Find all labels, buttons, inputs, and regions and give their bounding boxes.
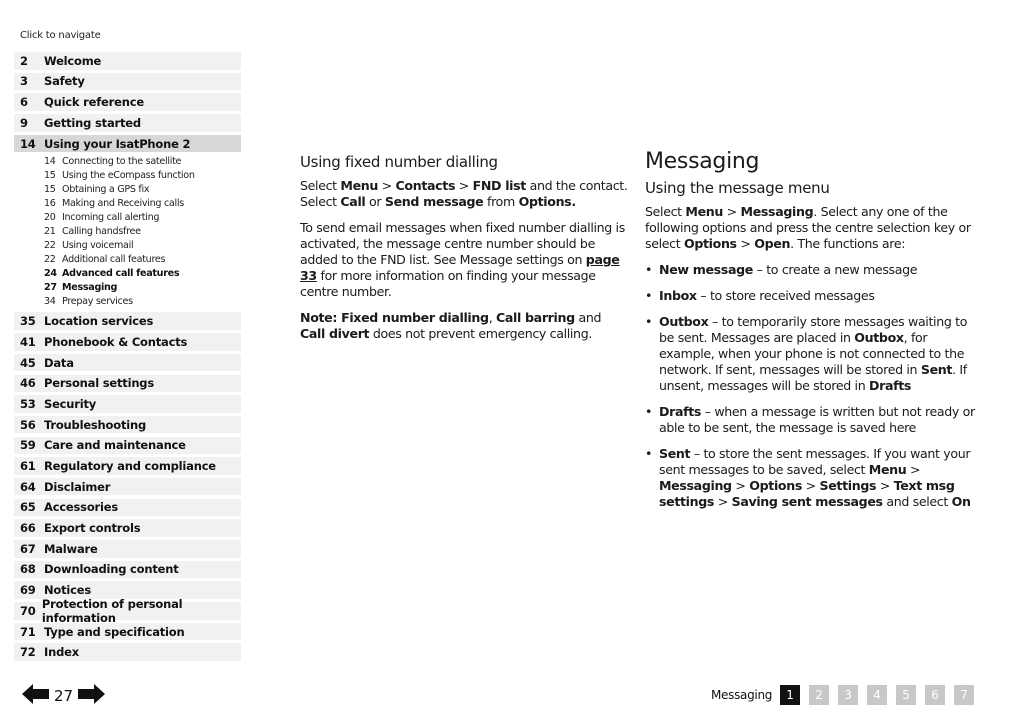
toc-item-data[interactable] (14, 354, 241, 372)
section-page-4[interactable]: 4 (867, 685, 887, 705)
fnd-select-paragraph: Select Menu > Contacts > FND list and the contact. Select Call or Send message from Options. (300, 178, 628, 209)
toc-label: Notices (44, 583, 92, 598)
toc-label: Regulatory and compliance (44, 459, 216, 473)
toc-item-using-isatphone[interactable] (14, 135, 241, 153)
toc-num: 69 (20, 583, 36, 598)
toc-label: Export controls (44, 521, 141, 536)
toc-sub-num: 34 (44, 296, 56, 308)
toc-label: Welcome (44, 53, 102, 68)
nav-hint: Click to navigate (20, 30, 101, 41)
arrow-right-icon[interactable] (77, 684, 105, 708)
fnd-section (300, 154, 635, 352)
toc-item-phonebook[interactable] (14, 333, 241, 351)
list-item-sent: • Sent – to store the sent messages. If you want your sent messages to be saved, select Menu > Messaging > Options > Settings > Text msg settings > Saving sent messages and select On (645, 446, 985, 510)
toc-sub-label: Calling handsfree (62, 226, 141, 238)
toc-sub-label: Prepay services (62, 296, 133, 308)
toc-sub-num: 15 (44, 184, 56, 196)
toc-label: Troubleshooting (44, 417, 147, 432)
footer-page-nav (22, 684, 105, 708)
toc-num: 6 (20, 95, 28, 110)
arrow-left-icon[interactable] (22, 684, 50, 708)
toc-item-personal-settings[interactable] (14, 375, 241, 393)
toc-label: Security (44, 396, 97, 411)
toc-num: 68 (20, 562, 36, 577)
toc-num: 71 (20, 624, 36, 639)
toc-sub-label: Advanced call features (62, 268, 180, 280)
toc-item-quick-reference[interactable] (14, 93, 241, 111)
section-page-7[interactable]: 7 (954, 685, 974, 705)
toc-item-accessories[interactable] (14, 499, 241, 517)
toc-sub-num: 14 (44, 156, 56, 168)
message-functions-list (645, 262, 985, 510)
toc-item-location[interactable] (14, 312, 241, 330)
toc-sub-label: Messaging (62, 282, 118, 294)
toc-label: Location services (44, 314, 154, 329)
toc-num: 56 (20, 417, 36, 432)
toc-sub-num: 22 (44, 254, 56, 266)
toc-sub-label: Using the eCompass function (62, 170, 195, 182)
toc-label: Care and maintenance (44, 438, 186, 453)
toc-item-disclaimer[interactable] (14, 478, 241, 496)
toc-label: Personal settings (44, 376, 154, 391)
toc-label: Index (44, 645, 79, 660)
table-of-contents (14, 52, 241, 664)
toc-sub-ecompass[interactable] (14, 169, 241, 183)
toc-item-export-controls[interactable] (14, 519, 241, 537)
toc-num: 41 (20, 334, 36, 349)
list-item-outbox: • Outbox – to temporarily store messages waiting to be sent. Messages are placed in Outbox, for example, when your phone is not connected to the network. If sent, messages will be stored in Sent. If unsent, messages will be stored in Drafts (645, 314, 985, 394)
toc-num: 53 (20, 396, 36, 411)
toc-num: 3 (20, 74, 28, 89)
toc-sub-num: 20 (44, 212, 56, 224)
section-page-3[interactable]: 3 (838, 685, 858, 705)
toc-label: Disclaimer (44, 479, 111, 494)
toc-num: 70 (20, 603, 36, 618)
toc-num: 46 (20, 376, 36, 391)
message-menu-heading: Using the message menu (645, 179, 830, 197)
toc-label: Safety (44, 74, 85, 89)
toc-item-malware[interactable] (14, 540, 241, 558)
toc-sub-handsfree[interactable] (14, 225, 241, 239)
messaging-section (645, 149, 985, 520)
toc-sub-messaging[interactable] (14, 281, 241, 295)
toc-num: 67 (20, 541, 36, 556)
toc-num: 61 (20, 459, 36, 473)
toc-sub-num: 22 (44, 240, 56, 252)
toc-sub-label: Obtaining a GPS fix (62, 184, 150, 196)
toc-item-security[interactable] (14, 395, 241, 413)
toc-sub-gps-fix[interactable] (14, 183, 241, 197)
toc-sub-num: 16 (44, 198, 56, 210)
toc-num: 14 (20, 136, 36, 151)
list-item-new-message: • New message – to create a new message (645, 262, 985, 278)
toc-label: Accessories (44, 500, 118, 515)
toc-sub-connecting-satellite[interactable] (14, 155, 241, 169)
toc-label: Data (44, 355, 74, 370)
toc-item-troubleshooting[interactable] (14, 416, 241, 434)
toc-sub-additional-features[interactable] (14, 253, 241, 267)
toc-item-safety[interactable] (14, 73, 241, 91)
messaging-title: Messaging (645, 149, 760, 174)
fnd-email-paragraph: To send email messages when fixed number dialling is activated, the message centre number should be added to the FND list. See Message settings on page 33 for more information on finding your message centre number. (300, 220, 625, 299)
toc-sub-num: 15 (44, 170, 56, 182)
fnd-heading: Using fixed number dialling (300, 153, 498, 171)
toc-label: Malware (44, 541, 98, 556)
list-item-inbox: • Inbox – to store received messages (645, 288, 985, 304)
toc-sub-calls[interactable] (14, 197, 241, 211)
list-item-drafts: • Drafts – when a message is written but not ready or able to be sent, the message is saved here (645, 404, 985, 436)
toc-sub-label: Connecting to the satellite (62, 156, 182, 168)
toc-label: Quick reference (44, 95, 144, 110)
current-page-number: 27 (54, 687, 74, 705)
toc-sub-advanced-features[interactable] (14, 267, 241, 281)
toc-sub-label: Additional call features (62, 254, 166, 266)
toc-sub-voicemail[interactable] (14, 239, 241, 253)
toc-sub-num: 27 (44, 282, 57, 294)
toc-num: 45 (20, 355, 36, 370)
section-page-6[interactable]: 6 (925, 685, 945, 705)
toc-sub-label: Incoming call alerting (62, 212, 160, 224)
toc-item-index[interactable] (14, 643, 241, 661)
toc-label: Phonebook & Contacts (44, 334, 188, 349)
toc-num: 35 (20, 314, 36, 329)
toc-sub-label: Using voicemail (62, 240, 134, 252)
toc-sub-num: 21 (44, 226, 56, 238)
toc-num: 66 (20, 521, 36, 536)
toc-sub-label: Making and Receiving calls (62, 198, 184, 210)
section-page-selector (711, 685, 983, 705)
fnd-note-paragraph: Note: Fixed number dialling, Call barring and Call divert does not prevent emergency calling. (300, 310, 602, 341)
message-menu-intro: Select Menu > Messaging. Select any one of the following options and press the centre selection key or select Options > Open. The functions are: (645, 204, 971, 251)
toc-item-welcome[interactable] (14, 52, 241, 70)
toc-item-downloading[interactable] (14, 561, 241, 579)
toc-sub-call-alerting[interactable] (14, 211, 241, 225)
toc-sub-num: 24 (44, 268, 57, 280)
page-33-link[interactable]: page 33 (300, 252, 620, 283)
toc-label: Downloading content (44, 562, 179, 577)
toc-num: 65 (20, 500, 36, 515)
section-page-2[interactable]: 2 (809, 685, 829, 705)
toc-item-type-spec[interactable] (14, 623, 241, 641)
toc-label: Type and specification (44, 624, 185, 639)
toc-item-care[interactable] (14, 437, 241, 455)
section-page-1[interactable]: 1 (780, 685, 800, 705)
toc-num: 72 (20, 645, 36, 660)
toc-item-getting-started[interactable] (14, 114, 241, 132)
toc-num: 64 (20, 479, 36, 494)
toc-sub-prepay[interactable] (14, 295, 241, 309)
section-label: Messaging (711, 688, 773, 702)
toc-num: 9 (20, 115, 28, 130)
toc-label: Getting started (44, 115, 141, 130)
toc-item-protection[interactable] (14, 596, 241, 625)
toc-label: Using your IsatPhone 2 (44, 136, 191, 151)
toc-sublist (14, 155, 241, 309)
section-page-5[interactable]: 5 (896, 685, 916, 705)
toc-item-regulatory[interactable] (14, 457, 241, 475)
toc-num: 2 (20, 53, 28, 68)
toc-num: 59 (20, 438, 36, 453)
toc-label: Protection of personal information (41, 596, 183, 625)
